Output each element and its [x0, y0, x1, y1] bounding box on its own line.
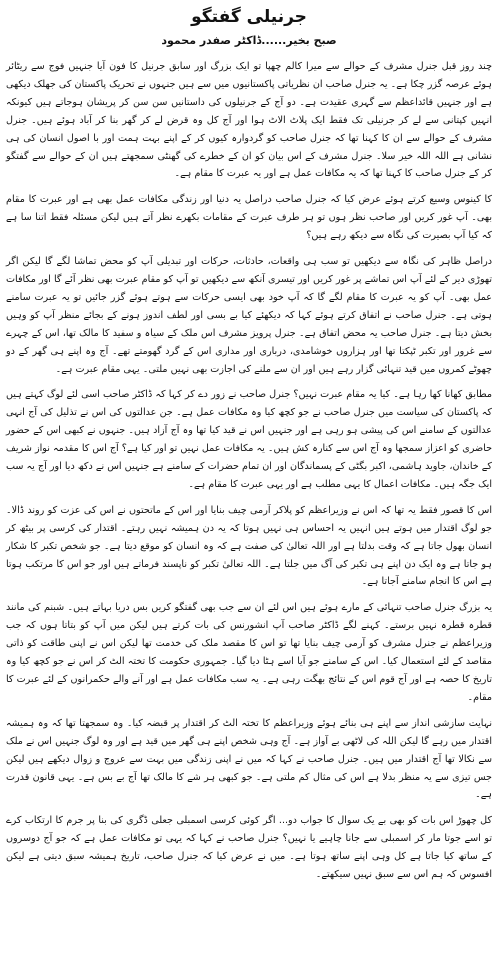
- paragraph: چند روز قبل جنرل مشرف کے حوالے سے میرا کالم چھپا تو ایک بزرگ اور سابق جرنیل کا فون آیا جنہیں فوج سے ریٹائر ہوئے عرصہ گزر چکا ہے۔ یہ جنرل صاحب ان نظریاتی پاکستانیوں میں سے ہیں جنہوں نے تحریک پاکستان کی جھلک دیکھی ہے اور جنہیں قائداعظم سے گہری عقیدت ہے۔ دو آج کے جرنیلوں کی داستانیں سن سن کر پریشان ہوجاتے ہیں کیونکہ انہیں کپتانی سے لے کر جرنیلی تک فقط ایک پلاٹ الاٹ ہوا اور آج کل وہ قرض لے کر گھر بنا کر آباد ہوئے ہیں۔ جنرل مشرف کے حوالے سے ان کا کہنا تھا کہ جنرل صاحب کو گردوارہ کیوں کر کے اپنے بہت ہمت اور با اصول انسان کی ہی نشانی ہے اللہ اللہ خیر سلا۔ جنرل مشرف کے اس بیان کو ان کے خطرے کی گھنٹی سمجھتے ہیں ان کے حوالے سے گفتگو کر کے جنرل صاحب کا کہنا تھا کہ یہ مکافات عمل ہے اور یہ عبرت کا مقام ہے۔: [6, 61, 492, 180]
- paragraph: اس کا قصور فقط یہ تھا کہ اس نے وزیراعظم کو پلاکر آرمی چیف بنایا اور اس کے ماتحتوں نے اس کی عزت کو روند ڈالا۔ جو لوگ اقتدار میں ہوتے ہیں انہیں یہ احساس ہی نہیں ہوتا کہ یہ دن ہمیشہ نہیں رہتے۔ اقتدار کی کرسی پر بیٹھ کر انسان بھول جاتا ہے کہ وقت بدلتا ہے اور اللہ تعالیٰ کی صفت ہے کہ وہ انسان کو موقع دیتا ہے۔ جو شخص تکبر کا شکار ہو جاتا ہے وہ ایک دن اپنے ہی تکبر کی آگ میں جلتا ہے۔ اللہ تعالیٰ تکبر کو ناپسند فرماتے ہیں اور جو اس کا مرتکب ہوتا ہے اس کا انجام سامنے آجاتا ہے۔: [6, 504, 492, 588]
- article-body: [6, 58, 492, 884]
- paragraph: مطابق کھانا کھا رہا ہے۔ کیا یہ مقام عبرت نہیں؟ جنرل صاحب نے زور دے کر کہا کہ ڈاکٹر صاحب اسی لئے لوگ کہتے ہیں کہ پاکستان کی سیاست میں جنرل صاحب نے جو کچھ کیا وہ مکافات عمل ہے۔ جن عدالتوں کی اس نے تذلیل کی آج انہی عدالتوں کے سامنے اس کی پیشی ہو رہی ہے اور جنہیں اس نے قید کیا تھا وہ آج آزاد ہیں۔ جنہوں نے کبھی اس کے حضور حاضری کو اعزاز سمجھا وہ آج اس سے کنارہ کش ہیں۔ یہ مکافات عمل نہیں تو اور کیا ہے؟ آج اس کا مقدمہ نواز شریف کے خاندان، جاوید ہاشمی، اکبر بگٹی کے پسماندگان اور ان تمام حضرات کے سامنے ہے جنہیں اس نے دکھ دیا اور آج یہ سب ایک جگہ ہیں۔ مکافات اعمال کا یہی مطلب ہے اور یہی عبرت کا مقام ہے۔: [6, 389, 492, 490]
- paragraph: کا کینوس وسیع کرتے ہوئے عرض کیا کہ جنرل صاحب دراصل یہ دنیا اور زندگی مکافات عمل بھی ہے اور عبرت کا مقام بھی۔ آپ غور کریں اور صاحب نظر ہوں تو ہر طرف عبرت کے مقامات بکھرے نظر آتے ہیں لیکن مسئلہ فقط اتنا سا ہے کہ کیا آپ بصیرت کی نگاہ سے دیکھ رہے ہیں؟: [6, 194, 492, 242]
- paragraph: کل چھوڑ اس بات کو بھی بے یک سوال کا جواب دو... اگر کوئی کرسی اسمبلی جعلی ڈگری کی بنا پر جرم کا ارتکاب کرے تو اسے جوتا مار کر اسمبلی سے جانا چاہیے یا نہیں؟ جنرل صاحب نے کہا کہ یہی تو مکافات عمل ہے کہ جو آج دوسروں کے ساتھ کیا جاتا ہے کل وہی اپنے ساتھ ہوتا ہے۔ میں نے عرض کیا کہ جنرل صاحب، تاریخ ہمیشہ سبق دیتی ہے لیکن افسوس کہ ہم اس سے سبق نہیں سیکھتے۔: [6, 815, 492, 881]
- article-headline: جرنیلی گفتگو: [191, 7, 307, 27]
- paragraph: یہ بزرگ جنرل صاحب تنہائی کے مارے ہوئے ہیں اس لئے ان سے جب بھی گفتگو کریں بس دریا بہاتے ہیں۔ شبنم کی مانند قطرہ قطرہ نہیں برستے۔ کہنے لگے ڈاکٹر صاحب آپ انشورنس کی بات کرتے ہیں لیکن میں آپ کو بتاتا ہوں کہ جب وزیراعظم نے جنرل مشرف کو آرمی چیف بنایا تھا تو اس کا مقصد ملک کی خدمت تھا لیکن اس نے اپنی طاقت کو ذاتی مقاصد کے لئے استعمال کیا۔ اس کے سامنے جو آیا اسے ہٹا دیا گیا۔ جمہوری حکومت کا تختہ الٹ کر اس نے جو کچھ کیا وہ تاریخ کا حصہ ہے اور آج قوم اس کے نتائج بھگت رہی ہے۔ یہ سب مکافات عمل ہے اور آنے والے حکمرانوں کے لئے عبرت کا مقام۔: [6, 602, 492, 703]
- article-byline: صبح بخیر......ڈاکٹر صفدر محمود: [161, 34, 337, 47]
- paragraph: دراصل ظاہر کی نگاہ سے دیکھیں تو سب ہی واقعات، حادثات، حرکات اور تبدیلی آپ کو محض تماشا لگے گا لیکن اگر تھوڑی دیر کے لئے آپ اس تماشے پر غور کریں اور تیسری آنکھ سے دیکھیں تو آپ کو مقام عبرت بھی نظر آئے گا اور مکافات عمل بھی۔ آپ کو یہ عبرت کا مقام لگے گا کہ آپ خود بھی ایسی حرکات سے ہوتے ہوئے گزر جائیں تو یہ عبرت سامنے ہوتی ہے۔ جنرل صاحب نے اتفاق کرتے ہوئے کہا کہ دیکھئے کیا بے بسی اور لطف اندوز ہونے کے بجائے منظر آپ کو وہیں بخش دیتا ہے۔ جنرل صاحب یہ محض اتفاق ہے۔ جنرل پرویز مشرف اس ملک کے سیاہ و سفید کا مالک تھا، اس کے چہرے سے غرور اور تکبر ٹپکتا تھا اور ہزاروں خوشامدی، درباری اور مداری اس کے گرد گھومتے تھے۔ آج وہ اپنے ہی گھر کے دو چھوٹے کمروں میں قید تنہائی گزار رہے ہیں اور ان سے ملنے کی اجازت بھی نہیں ملتی۔ یہی مقام عبرت ہے۔: [6, 256, 492, 375]
- paragraph: نہایت سازشی انداز سے اپنے ہی بنائے ہوئے وزیراعظم کا تختہ الٹ کر اقتدار پر قبضہ کیا۔ وہ سمجھتا تھا کہ وہ ہمیشہ اقتدار میں رہے گا لیکن اللہ کی لاٹھی بے آواز ہے۔ آج وہی شخص اپنے ہی گھر میں قید ہے اور وہ لوگ جنہیں اس نے ملک سے نکالا تھا آج اقتدار میں ہیں۔ جنرل صاحب نے کہا کہ میں نے اپنی زندگی میں بہت سے عروج و زوال دیکھے ہیں لیکن جس تیزی سے یہ منظر بدلا ہے اس کی مثال کم ملتی ہے۔ جو کبھی ہر شے کا مالک تھا آج بے بس ہے۔ یہی قانون قدرت ہے۔: [6, 717, 492, 801]
